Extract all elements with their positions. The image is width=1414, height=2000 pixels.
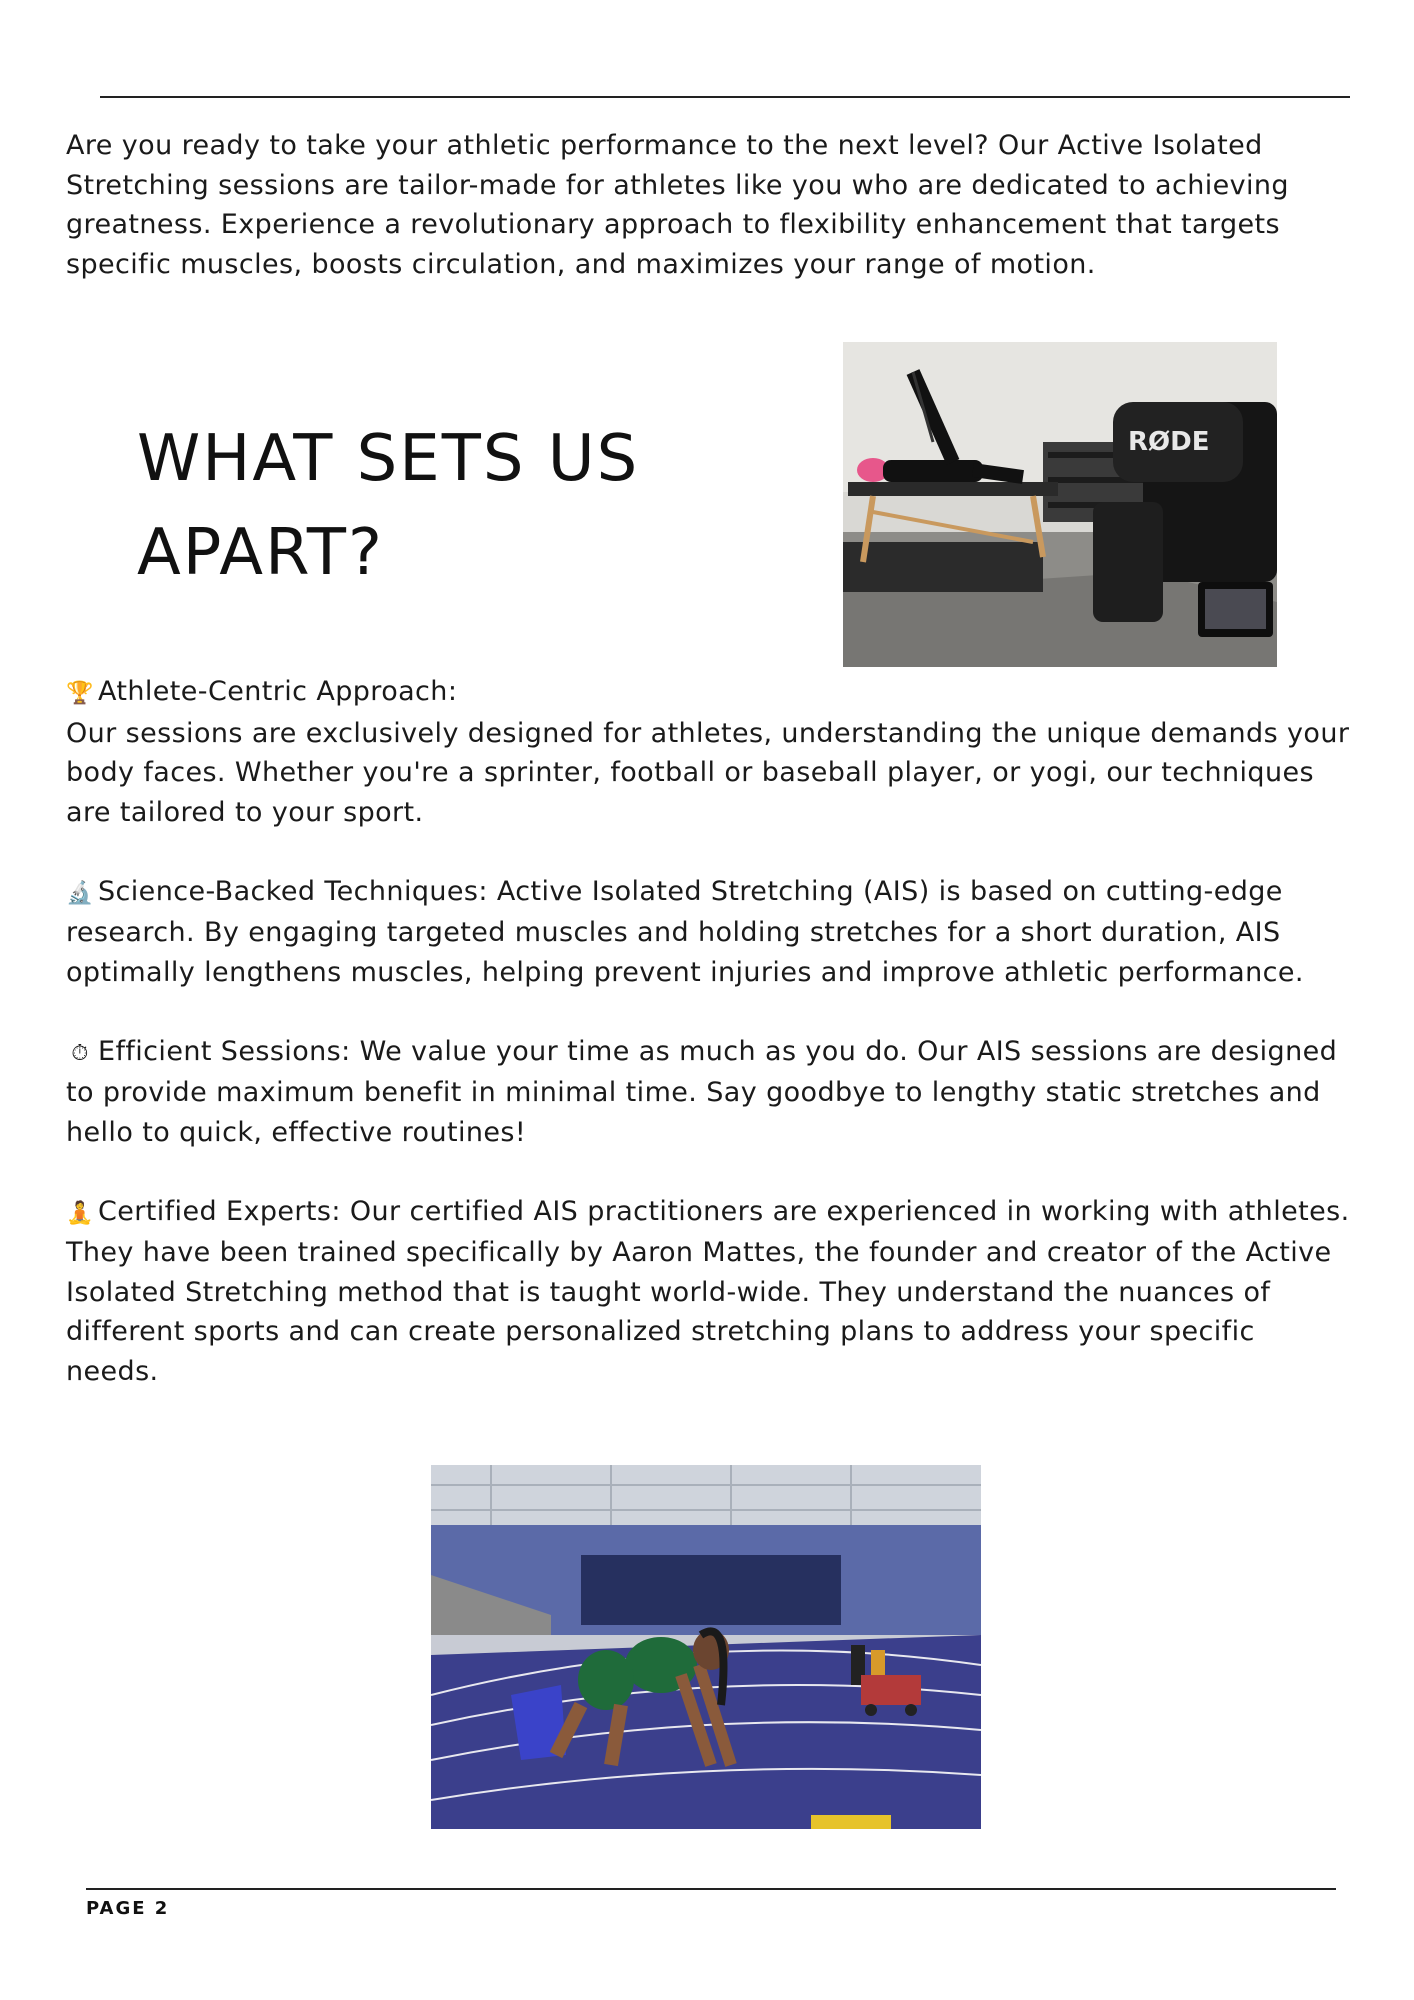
section-heading (137, 412, 737, 600)
feature-text: Science-Backed Techniques: Active Isolated Stretching (AIS) is based on cutting-edge research. By engaging targeted muscles and holding stretches for a short duration, AIS optimally lengthens muscles, helping prevent injuries and improve athletic performance. (66, 875, 1304, 988)
heading-line-2: APART? (137, 516, 384, 590)
sprinter-track-photo (431, 1465, 981, 1829)
feature-certified-experts (66, 1192, 1356, 1392)
feature-text: Our sessions are exclusively designed for athletes, understanding the unique demands your body faces. Whether you're a sprinter, football or baseball player, or yogi, our techniques are tailored to your sport. (66, 717, 1350, 828)
feature-efficient-sessions (66, 1032, 1356, 1153)
feature-science-backed (66, 872, 1356, 993)
microscope-icon: 🔬 (66, 880, 94, 906)
bottom-divider (86, 1888, 1336, 1890)
features-list (66, 672, 1356, 1431)
intro-paragraph: Are you ready to take your athletic performance to the next level? Our Active Isolated Stretching sessions are tailor-made for athletes like you who are dedicated to achieving greatness. Experience a revolutionary approach to flexibility enhancement that targets specific muscles, boosts circulation, and maximizes your range of motion. (66, 130, 1289, 280)
page-number: PAGE 2 (86, 1898, 170, 1919)
stopwatch-icon: ⏱ (71, 1040, 89, 1066)
trophy-icon: 🏆 (66, 681, 94, 706)
feature-athlete-centric (66, 672, 1356, 832)
top-divider (100, 96, 1350, 98)
heading-line-1: WHAT SETS US (137, 422, 640, 496)
feature-text: Certified Experts: Our certified AIS practitioners are experienced in working with athletes. They have been trained specifically by Aaron Mattes, the founder and creator of the Active Isolated Stretching method that is taught world-wide. They understand the nuances of different sports and can create personalized stretching plans to address your specific needs. (66, 1195, 1350, 1387)
feature-text: Efficient Sessions: We value your time as much as you do. Our AIS sessions are designed to provide maximum benefit in minimal time. Say goodbye to lengthy static stretches and hello to quick, effective routines! (66, 1035, 1338, 1148)
stretching-session-photo (843, 342, 1277, 667)
camera-brand: RØDE (1128, 427, 1210, 457)
yoga-person-icon: 🧘 (66, 1200, 94, 1226)
feature-title: Athlete-Centric Approach: (98, 676, 458, 707)
